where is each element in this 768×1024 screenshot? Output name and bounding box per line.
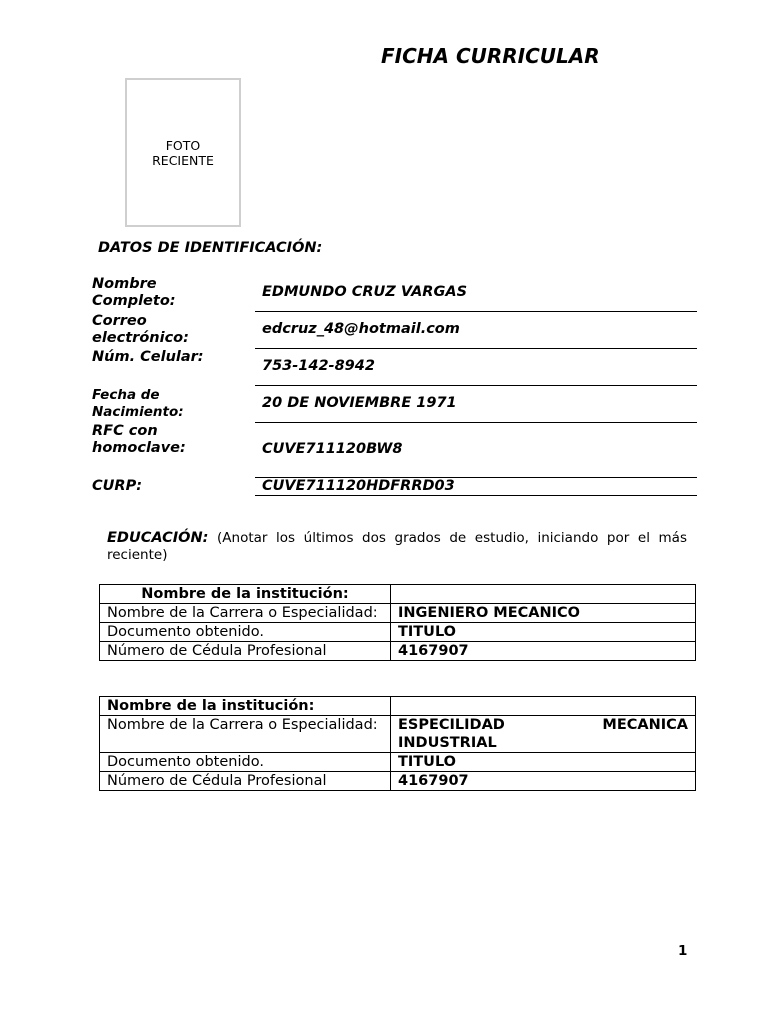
field-label-birthdate-line-2: Nacimiento: [92,404,184,420]
table-row [100,772,696,791]
career-label: Nombre de la Carrera o Especialidad: [100,604,391,623]
photo-placeholder-line-1: FOTO [165,137,201,153]
field-underline [255,385,697,386]
field-label-birthdate [92,387,252,421]
career-value: INGENIERO MECANICO [391,604,696,623]
cedula-value: 4167907 [391,642,696,661]
field-value-curp: CUVE711120HDFRRD03 [262,478,455,494]
field-value-birthdate: 20 DE NOVIEMBRE 1971 [262,395,457,411]
field-label-rfc-line-1: RFC con [92,423,158,439]
field-label-email [92,313,252,347]
field-label-phone-line-1: Núm. Celular: [92,349,204,365]
cedula-value: 4167907 [391,772,696,791]
field-label-name-line-1: Nombre [92,276,157,292]
field-label-birthdate-line-1: Fecha de [92,387,160,403]
field-label-rfc [92,423,252,457]
document-value: TITULO [391,623,696,642]
field-label-name-line-2: Completo: [92,293,176,309]
table-row [100,642,696,661]
field-label-curp [92,478,252,495]
field-underline [255,348,697,349]
photo-placeholder-line-2: RECIENTE [152,152,214,168]
field-label-name [92,276,252,310]
field-value-rfc: CUVE711120BW8 [262,441,403,457]
education-table-1 [99,584,696,661]
page-number: 1 [678,943,688,959]
table-row [100,604,696,623]
field-value-email: edcruz_48@hotmail.com [262,321,460,337]
field-label-email-line-2: electrónico: [92,330,189,346]
career-label: Nombre de la Carrera o Especialidad: [100,716,391,753]
table-row [100,753,696,772]
document-label: Documento obtenido. [100,753,391,772]
cedula-label: Número de Cédula Profesional [100,772,391,791]
field-label-email-line-1: Correo [92,313,147,329]
education-table-2 [99,696,696,791]
career-value: ESPECILIDAD MECANICA INDUSTRIAL [391,716,696,753]
table-row [100,716,696,753]
education-note [107,530,687,564]
table-row [100,623,696,642]
field-value-phone: 753-142-8942 [262,358,375,374]
institution-value [391,697,696,716]
institution-label: Nombre de la institución: [100,697,391,716]
education-instruction: (Anotar los últimos dos grados de estudio, iniciando por el más reciente) [107,530,687,563]
field-underline [255,422,697,423]
field-label-phone [92,349,252,366]
field-label-curp-line-1: CURP: [92,478,143,494]
document-label: Documento obtenido. [100,623,391,642]
identification-heading: DATOS DE IDENTIFICACIÓN: [98,240,323,256]
institution-value [391,585,696,604]
document-title: FICHA CURRICULAR [381,44,600,68]
field-underline [255,495,697,496]
cedula-label: Número de Cédula Profesional [100,642,391,661]
institution-label: Nombre de la institución: [100,585,391,604]
field-underline [255,311,697,312]
photo-placeholder [125,78,241,227]
field-label-rfc-line-2: homoclave: [92,440,186,456]
table-row [100,697,696,716]
table-row [100,585,696,604]
field-value-name: EDMUNDO CRUZ VARGAS [262,284,468,300]
document-value: TITULO [391,753,696,772]
education-heading: EDUCACIÓN: [107,530,209,546]
